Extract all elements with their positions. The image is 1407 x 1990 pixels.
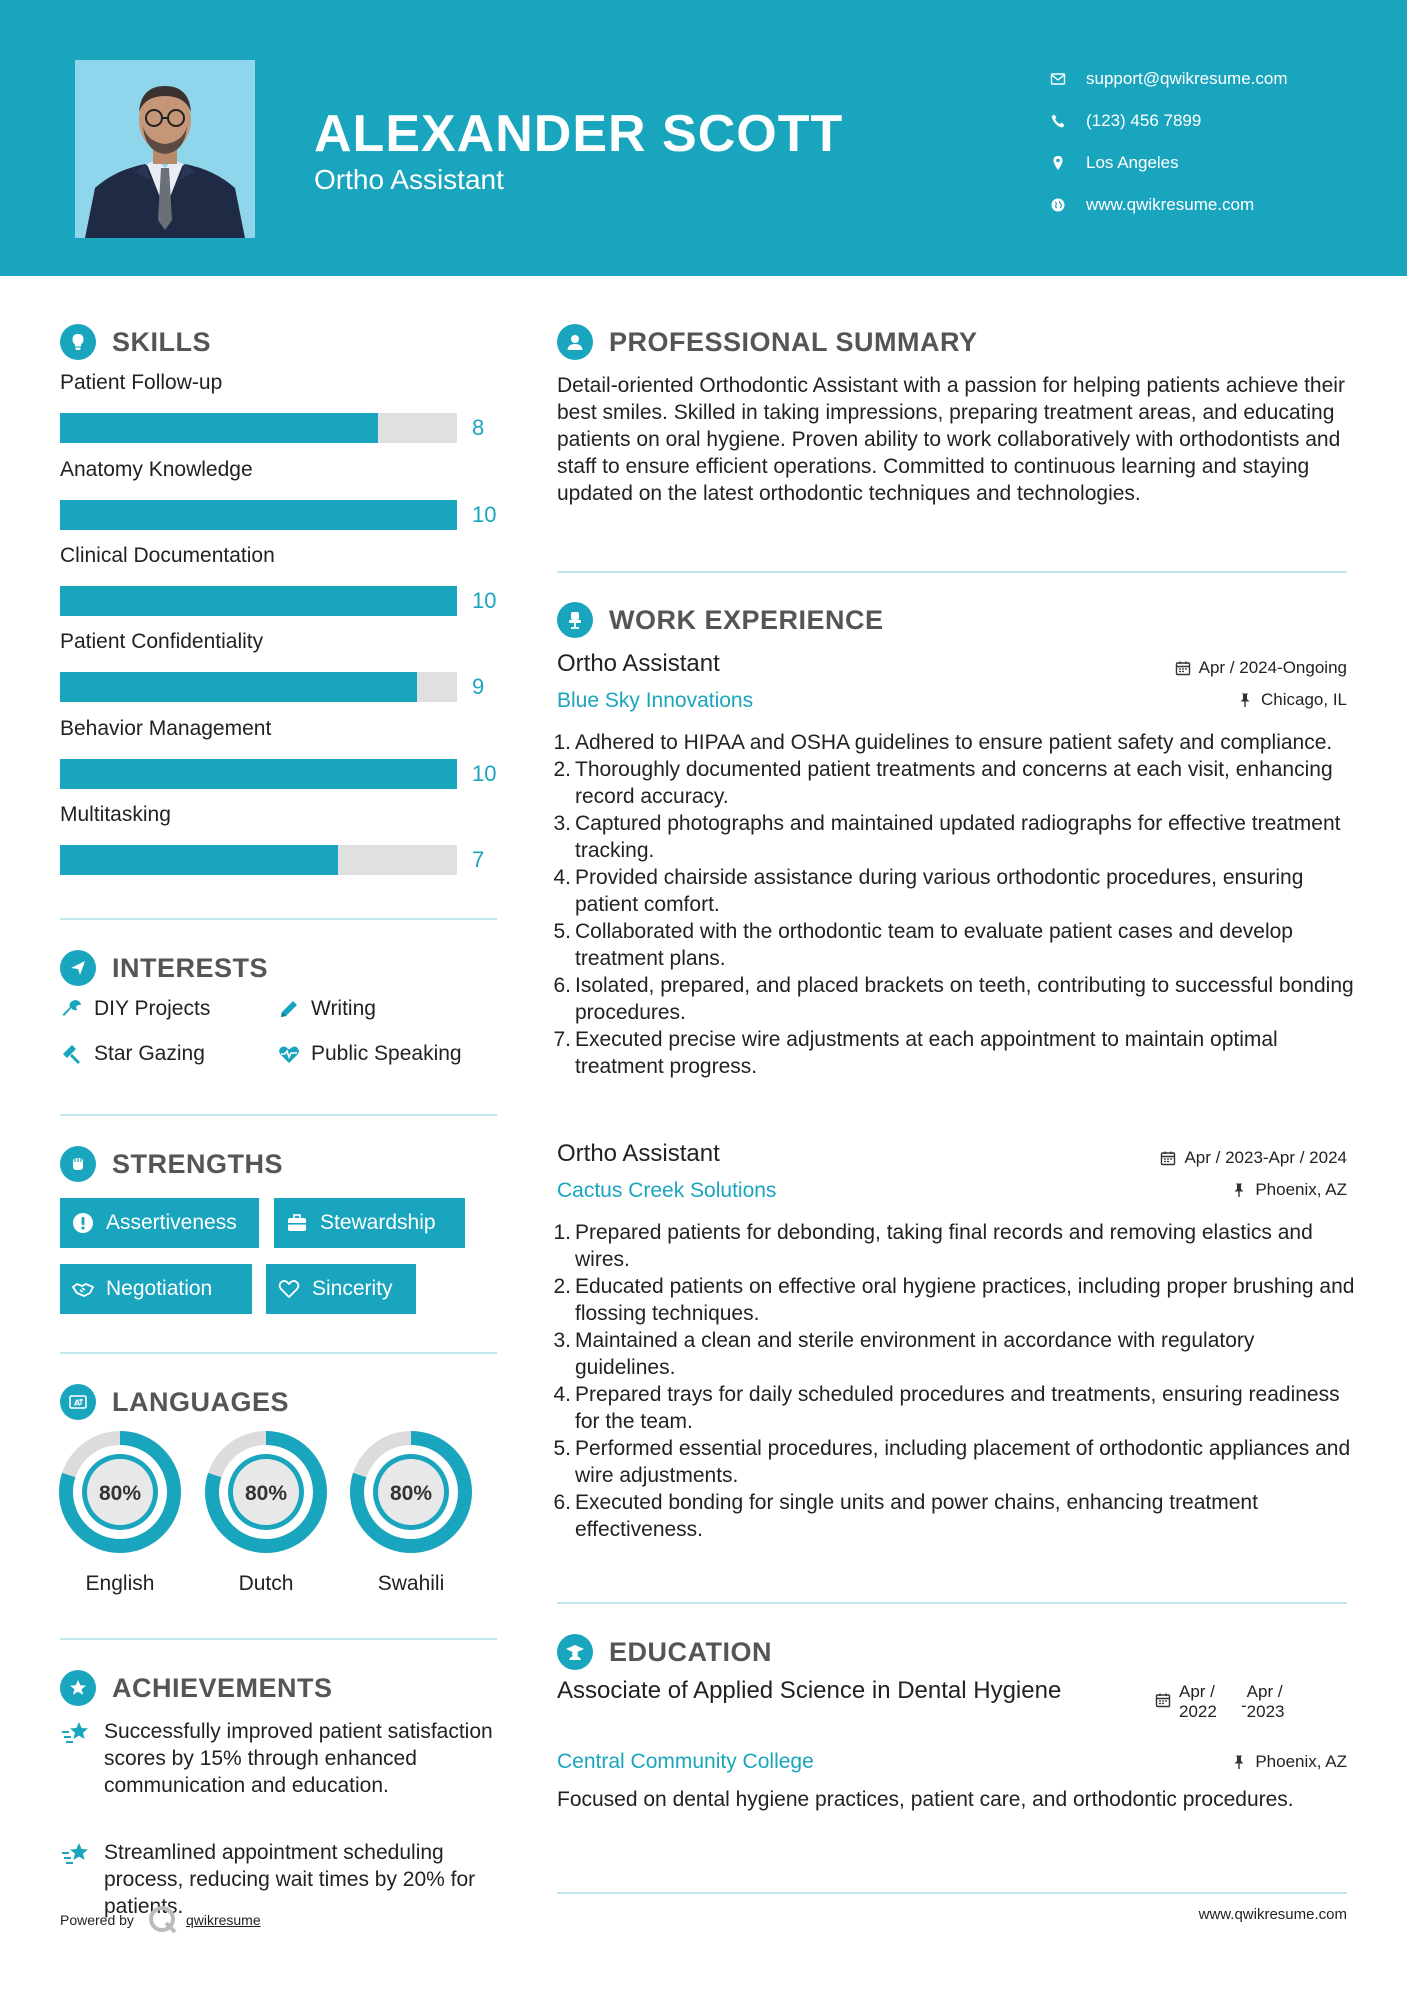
interest-item bbox=[60, 1042, 205, 1066]
job-responsibilities bbox=[553, 729, 1357, 1080]
lightbulb-icon bbox=[60, 324, 96, 360]
education-date-separator: - bbox=[1241, 1696, 1247, 1715]
interests-title: INTERESTS bbox=[112, 952, 269, 983]
user-icon bbox=[557, 324, 593, 360]
language-item bbox=[349, 1430, 473, 1596]
list-item: 7. Executed precise wire adjustments at each appointment to maintain optimal treatment progress. bbox=[553, 1028, 1278, 1078]
education-location-text: Phoenix, AZ bbox=[1255, 1752, 1347, 1771]
list-item: 5. Collaborated with the orthodontic team to evaluate patient cases and develop treatment plans. bbox=[553, 920, 1293, 970]
language-icon bbox=[60, 1384, 96, 1420]
contact-website[interactable] bbox=[1050, 184, 1288, 226]
skill-bar-fill bbox=[60, 759, 457, 789]
skill-value: 10 bbox=[472, 502, 497, 527]
interest-label: Public Speaking bbox=[311, 1042, 462, 1065]
skill-value: 10 bbox=[472, 761, 497, 786]
language-name: English bbox=[85, 1572, 155, 1595]
skill-bar-fill bbox=[60, 845, 338, 875]
job-location bbox=[1237, 690, 1347, 710]
achievement-text: Streamlined appointment scheduling process, reducing wait times by 20% for patients. bbox=[104, 1841, 476, 1918]
list-item: 5. Performed essential procedures, including placement of orthodontic appliances and wire adjustments. bbox=[553, 1437, 1351, 1487]
skill-bar-fill bbox=[60, 413, 378, 443]
calendar-icon bbox=[1155, 1692, 1171, 1708]
handshake-icon bbox=[72, 1278, 94, 1300]
star-badge-icon bbox=[60, 1670, 96, 1706]
achievement-item bbox=[60, 1718, 500, 1799]
skill-name: Anatomy Knowledge bbox=[60, 458, 253, 481]
interest-item bbox=[277, 997, 376, 1021]
wrench-icon bbox=[60, 997, 84, 1021]
job-dates bbox=[1175, 658, 1347, 678]
language-percent: 80% bbox=[389, 1482, 433, 1505]
section-divider bbox=[557, 1892, 1347, 1894]
skill-bar bbox=[60, 845, 457, 875]
job-location bbox=[1231, 1180, 1347, 1200]
language-donut bbox=[204, 1430, 328, 1554]
education-description: Focused on dental hygiene practices, patient care, and orthodontic procedures. bbox=[557, 1788, 1294, 1811]
powered-by bbox=[60, 1903, 261, 1937]
skill-name: Patient Follow-up bbox=[60, 371, 223, 394]
location-icon bbox=[1050, 155, 1086, 171]
contact-phone-text: (123) 456 7899 bbox=[1086, 111, 1202, 130]
education-start-date: Apr / 2022 bbox=[1179, 1682, 1217, 1721]
contact-location-text: Los Angeles bbox=[1086, 153, 1179, 172]
contact-location bbox=[1050, 142, 1288, 184]
skill-bar-fill bbox=[60, 586, 457, 616]
skill-item bbox=[60, 458, 500, 527]
summary-text: Detail-oriented Orthodontic Assistant with a passion for helping patients achieve their best smiles. Skilled in taking impressions, preparing treatment areas, and educating patients on oral hygiene. Proven ability to work collaboratively with orthodontists and staff to ensure efficient operations. Committed to continuous learning and staying updated on the latest orthodontic techniques and technologies. bbox=[557, 374, 1345, 505]
skill-value: 9 bbox=[472, 674, 485, 699]
strength-badge bbox=[266, 1264, 416, 1314]
skill-value: 7 bbox=[472, 847, 485, 872]
achievements-heading bbox=[60, 1670, 333, 1706]
contact-list bbox=[1050, 58, 1288, 226]
pushpin-icon bbox=[1237, 692, 1253, 708]
education-school: Central Community College bbox=[557, 1750, 814, 1773]
skill-item bbox=[60, 717, 500, 786]
strength-label: Negotiation bbox=[106, 1277, 213, 1300]
powered-by-text: Powered by bbox=[60, 1912, 134, 1928]
pushpin-icon bbox=[1231, 1754, 1247, 1770]
briefcase-icon bbox=[286, 1212, 308, 1234]
shooting-star-icon bbox=[60, 1839, 92, 1871]
list-item: 2. Educated patients on effective oral hygiene practices, including proper brushing and flossing techniques. bbox=[553, 1275, 1355, 1325]
strengths-title: STRENGTHS bbox=[112, 1148, 284, 1179]
job-dates bbox=[1160, 1148, 1347, 1168]
list-item: 1. Prepared patients for debonding, taking final records and removing elastics and wires. bbox=[553, 1221, 1313, 1271]
strength-label: Sincerity bbox=[312, 1277, 393, 1300]
skill-value: 8 bbox=[472, 415, 485, 440]
contact-website-text: www.qwikresume.com bbox=[1086, 195, 1255, 214]
section-divider bbox=[557, 1602, 1347, 1604]
achievement-text: Successfully improved patient satisfaction scores by 15% through enhanced communication and education. bbox=[104, 1720, 493, 1797]
language-percent: 80% bbox=[98, 1482, 142, 1505]
job-company: Cactus Creek Solutions bbox=[557, 1179, 777, 1202]
skill-value: 10 bbox=[472, 588, 497, 613]
interest-label: Star Gazing bbox=[94, 1042, 205, 1065]
list-item: 6. Executed bonding for single units and power chains, enhancing treatment effectiveness. bbox=[553, 1491, 1258, 1541]
profile-photo bbox=[75, 60, 255, 238]
list-item: 4. Provided chairside assistance during various orthodontic procedures, ensuring patient comfort. bbox=[553, 866, 1304, 916]
strength-badge bbox=[60, 1198, 259, 1248]
skill-bar-fill bbox=[60, 500, 457, 530]
list-item: 1. Adhered to HIPAA and OSHA guidelines to ensure patient safety and compliance. bbox=[553, 731, 1333, 754]
languages-title: LANGUAGES bbox=[112, 1386, 290, 1417]
skill-item bbox=[60, 544, 500, 613]
calendar-icon bbox=[1160, 1150, 1176, 1166]
skill-item bbox=[60, 803, 500, 872]
skill-bar-fill bbox=[60, 672, 417, 702]
svg-text:A: A bbox=[74, 1398, 81, 1408]
experience-heading bbox=[557, 602, 884, 638]
paper-plane-icon bbox=[60, 950, 96, 986]
job-location-text: Phoenix, AZ bbox=[1255, 1180, 1347, 1199]
education-heading bbox=[557, 1634, 772, 1670]
achievements-title: ACHIEVEMENTS bbox=[112, 1672, 333, 1703]
contact-phone[interactable] bbox=[1050, 100, 1288, 142]
language-donut bbox=[58, 1430, 182, 1554]
section-divider bbox=[60, 918, 497, 920]
education-dates bbox=[1155, 1682, 1295, 1722]
language-name: Swahili bbox=[377, 1572, 445, 1595]
skill-bar bbox=[60, 586, 457, 616]
section-divider bbox=[60, 1114, 497, 1116]
strength-badge bbox=[274, 1198, 465, 1248]
skill-bar bbox=[60, 672, 457, 702]
language-percent: 80% bbox=[244, 1482, 288, 1505]
interests-heading bbox=[60, 950, 268, 986]
skill-name: Multitasking bbox=[60, 803, 171, 826]
section-divider bbox=[60, 1638, 497, 1640]
qwikresume-link[interactable]: qwikresume bbox=[185, 1912, 261, 1928]
section-divider bbox=[60, 1352, 497, 1354]
strength-label: Stewardship bbox=[320, 1211, 436, 1234]
skills-heading bbox=[60, 324, 211, 360]
list-item: 2. Thoroughly documented patient treatments and concerns at each visit, enhancing record accuracy. bbox=[553, 758, 1333, 808]
interest-item bbox=[60, 997, 210, 1021]
skill-bar bbox=[60, 500, 457, 530]
office-chair-icon bbox=[557, 602, 593, 638]
heart-icon bbox=[278, 1278, 300, 1300]
skill-item bbox=[60, 371, 500, 440]
education-degree: Associate of Applied Science in Dental Hygiene bbox=[557, 1677, 1062, 1704]
language-item bbox=[204, 1430, 328, 1596]
language-item bbox=[58, 1430, 182, 1596]
skill-bar bbox=[60, 413, 457, 443]
list-item: 6. Isolated, prepared, and placed brackets on teeth, contributing to successful bonding procedures. bbox=[553, 974, 1354, 1024]
star-gazing-icon bbox=[60, 1042, 84, 1066]
education-location bbox=[1231, 1752, 1347, 1772]
skill-name: Clinical Documentation bbox=[60, 544, 275, 567]
strength-label: Assertiveness bbox=[106, 1211, 237, 1234]
language-name: Dutch bbox=[238, 1572, 294, 1595]
contact-email-text: support@qwikresume.com bbox=[1086, 69, 1288, 88]
skills-title: SKILLS bbox=[112, 326, 212, 357]
email-icon bbox=[1050, 71, 1086, 87]
fist-icon bbox=[60, 1146, 96, 1182]
exclamation-icon bbox=[72, 1212, 94, 1234]
candidate-title: Ortho Assistant bbox=[314, 164, 504, 195]
summary-heading bbox=[557, 324, 978, 360]
education-title: EDUCATION bbox=[609, 1636, 772, 1667]
pencil-icon bbox=[277, 997, 301, 1021]
strengths-heading bbox=[60, 1146, 283, 1182]
footer-url[interactable]: www.qwikresume.com bbox=[1198, 1906, 1347, 1923]
job-location-text: Chicago, IL bbox=[1261, 690, 1347, 709]
job-responsibilities bbox=[553, 1219, 1357, 1543]
globe-icon bbox=[1050, 197, 1086, 213]
qwikresume-logo-icon bbox=[146, 1903, 180, 1937]
education-end-date: Apr / 2023 bbox=[1246, 1682, 1285, 1721]
job-dates-text: Apr / 2024-Ongoing bbox=[1198, 658, 1347, 677]
skill-item bbox=[60, 630, 500, 699]
contact-email[interactable] bbox=[1050, 58, 1288, 100]
interest-label: Writing bbox=[311, 997, 376, 1020]
skill-bar bbox=[60, 759, 457, 789]
job-title: Ortho Assistant bbox=[557, 650, 720, 677]
job-dates-text: Apr / 2023-Apr / 2024 bbox=[1184, 1148, 1347, 1167]
interest-label: DIY Projects bbox=[94, 997, 211, 1020]
interest-item bbox=[277, 1042, 462, 1066]
languages-heading bbox=[60, 1384, 289, 1420]
list-item: 4. Prepared trays for daily scheduled procedures and treatments, ensuring readiness for the team. bbox=[553, 1383, 1340, 1433]
shooting-star-icon bbox=[60, 1718, 92, 1750]
job-company: Blue Sky Innovations bbox=[557, 689, 754, 712]
graduate-icon bbox=[557, 1634, 593, 1670]
heartbeat-icon bbox=[277, 1042, 301, 1066]
resume-header bbox=[0, 0, 1407, 276]
experience-title: WORK EXPERIENCE bbox=[609, 604, 884, 635]
summary-title: PROFESSIONAL SUMMARY bbox=[609, 326, 978, 357]
skill-name: Behavior Management bbox=[60, 717, 272, 740]
phone-icon bbox=[1050, 113, 1086, 129]
calendar-icon bbox=[1175, 660, 1191, 676]
candidate-name: ALEXANDER SCOTT bbox=[314, 105, 844, 163]
pushpin-icon bbox=[1231, 1182, 1247, 1198]
section-divider bbox=[557, 571, 1347, 573]
skill-name: Patient Confidentiality bbox=[60, 630, 264, 653]
strength-badge bbox=[60, 1264, 252, 1314]
job-title: Ortho Assistant bbox=[557, 1140, 720, 1167]
list-item: 3. Maintained a clean and sterile environment in accordance with regulatory guidelines. bbox=[553, 1329, 1255, 1379]
list-item: 3. Captured photographs and maintained updated radiographs for effective treatment tracking. bbox=[553, 812, 1341, 862]
language-donut bbox=[349, 1430, 473, 1554]
